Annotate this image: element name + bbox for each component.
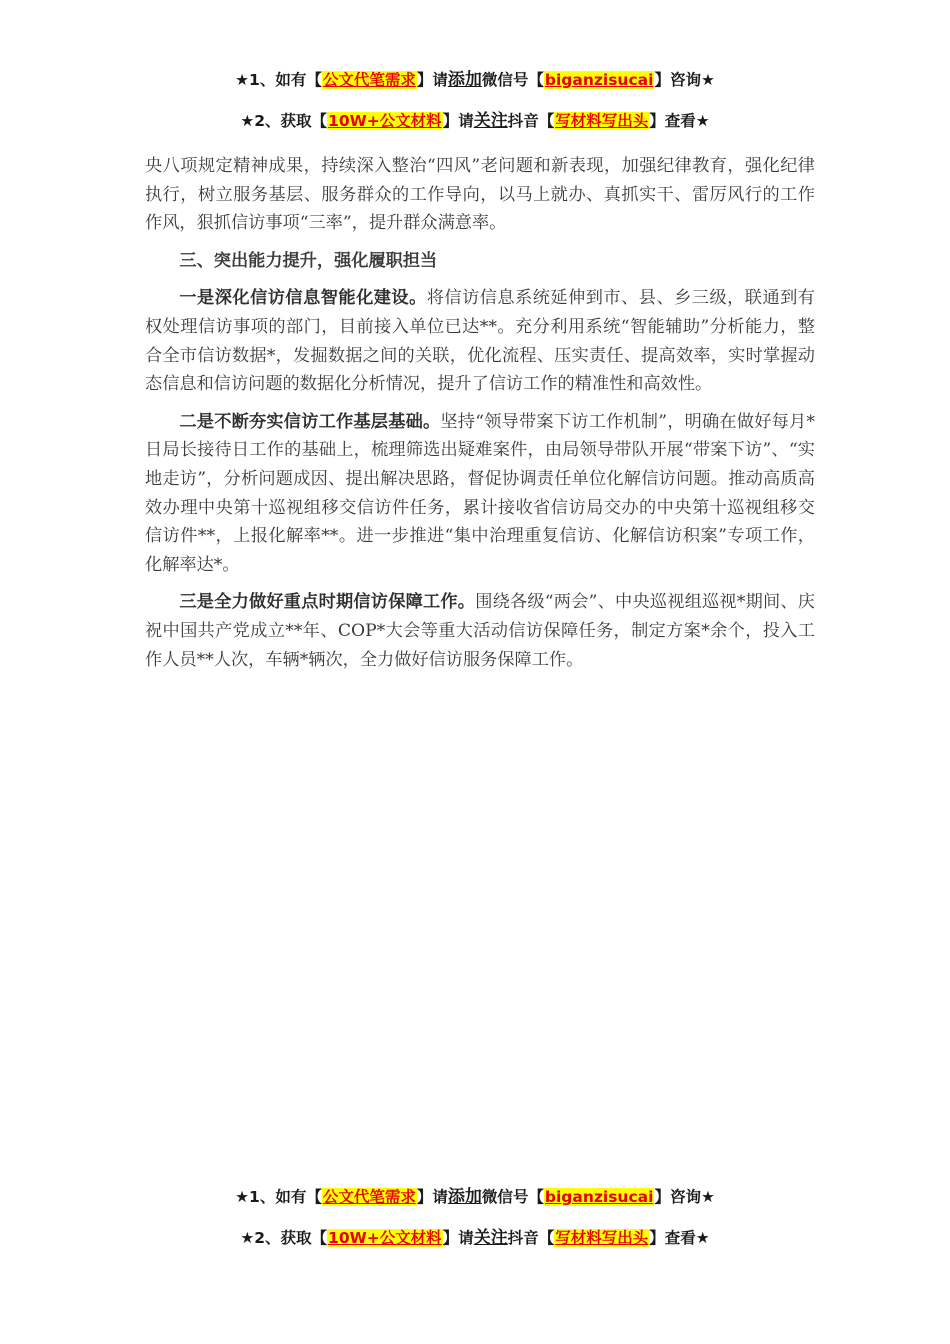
highlight-wechat-id: biganzisucai: [544, 71, 654, 89]
highlight-service: 公文代笔需求: [322, 71, 416, 89]
banner-text: 】咨询★: [654, 71, 715, 89]
banner-text: 微信号【: [481, 1188, 544, 1206]
paragraph-2-text: 坚持“领导带案下访工作机制”，明确在做好每月*日局长接待日工作的基础上，梳理筛选出疑难案件，由局领导带队开展“带案下访”、“实地走访”，分析问题成因、提出解决思路，督促协调责任单位化解信访问题。推动高质高效办理中央第十巡视组移交信访件任务，累计接收省信访局交办的中央第十巡视组移交信访件**，上报化解率**。进一步推进“集中治理重复信访、化解信访积案”专项工作，化解率达*。: [145, 411, 815, 575]
banner-text: ★1、如有【: [235, 71, 322, 89]
banner-text: 微信号【: [481, 71, 544, 89]
banner-text: ★2、获取【: [240, 112, 328, 130]
bottom-banner-line-1: [0, 1186, 950, 1208]
highlight-materials: 10W+公文材料: [328, 112, 442, 130]
paragraph-1-text: 将信访信息系统延伸到市、县、乡三级，联通到有权处理信访事项的部门，目前接入单位已达**。充分利用系统“智能辅助”分析能力，整合全市信访数据*，发掘数据之间的关联，优化流程、压实责任、提高效率，实时掌握动态信息和信访问题的数据化分析情况，提升了信访工作的精准性和高效性。: [145, 288, 815, 395]
paragraph-3-text: 围绕各级“两会”、中央巡视组巡视*期间、庆祝中国共产党成立**年、COP*大会等重大活动信访保障任务，制定方案*余个，投入工作人员**人次，车辆*辆次，全力做好信访服务保障工作。: [145, 592, 815, 670]
banner-emphasis: 添加: [447, 70, 482, 90]
highlight-service: 公文代笔需求: [322, 1188, 416, 1206]
banner-text: 】查看★: [649, 112, 710, 130]
banner-text: 】咨询★: [654, 1188, 715, 1206]
banner-text: 】请: [442, 112, 474, 130]
highlight-douyin-id: 写材料写出头: [555, 112, 649, 130]
paragraph-2: [145, 408, 815, 580]
paragraph-3: [145, 588, 815, 674]
paragraph-1-lead: 一是深化信访信息智能化建设。: [179, 288, 427, 309]
banner-text: ★2、获取【: [240, 1229, 328, 1247]
highlight-materials: 10W+公文材料: [328, 1229, 442, 1247]
section-heading-text: 三、突出能力提升，强化履职担当: [179, 250, 438, 271]
banner-text: ★1、如有【: [235, 1188, 322, 1206]
section-heading: [145, 247, 815, 276]
banner-text: 】请: [416, 1188, 448, 1206]
highlight-wechat-id: biganzisucai: [544, 1188, 654, 1206]
bottom-banner-line-2: [0, 1227, 950, 1249]
banner-emphasis: 添加: [447, 1187, 482, 1207]
banner-text: 】查看★: [649, 1229, 710, 1247]
top-banner-line-2: [0, 110, 950, 132]
banner-emphasis: 关注: [473, 111, 508, 131]
banner-text: 】请: [416, 71, 448, 89]
highlight-douyin-id: 写材料写出头: [555, 1229, 649, 1247]
top-banner-line-1: [0, 69, 950, 91]
banner-emphasis: 关注: [473, 1228, 508, 1248]
continuation-paragraph: 央八项规定精神成果，持续深入整治“四风”老问题和新表现，加强纪律教育，强化纪律执行，树立服务基层、服务群众的工作导向，以马上就办、真抓实干、雷厉风行的工作作风，狠抓信访事项“三率”，提升群众满意率。: [145, 156, 815, 234]
document-body: [145, 152, 815, 674]
paragraph-3-lead: 三是全力做好重点时期信访保障工作。: [179, 592, 476, 613]
banner-text: 】请: [442, 1229, 474, 1247]
paragraph-1: [145, 284, 815, 398]
banner-text: 抖音【: [507, 112, 555, 130]
banner-text: 抖音【: [507, 1229, 555, 1247]
paragraph-2-lead: 二是不断夯实信访工作基层基础。: [179, 411, 441, 432]
